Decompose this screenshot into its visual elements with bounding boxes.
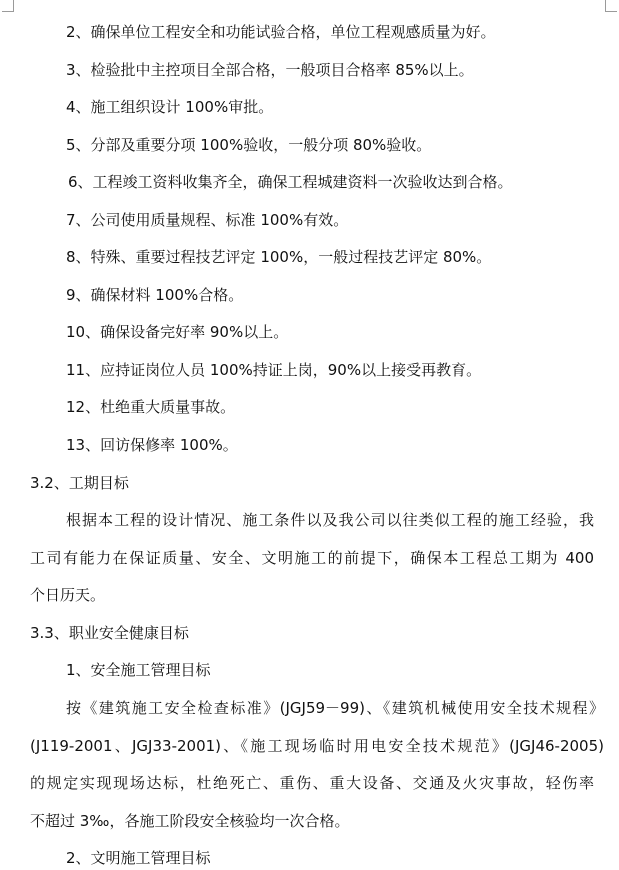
list-item: 9、确保材料 100%合格。 bbox=[66, 286, 244, 304]
list-item: 5、分部及重要分项 100%验收，一般分项 80%验收。 bbox=[66, 136, 432, 154]
margin-corner-mark-top-left bbox=[2, 0, 14, 12]
paragraph-line: 根据本工程的设计情况、施工条件以及我公司以往类似工程的施工经验，我 bbox=[66, 511, 594, 529]
list-item: 4、施工组织设计 100%审批。 bbox=[66, 98, 274, 116]
margin-corner-mark-top-right bbox=[605, 0, 617, 12]
section-heading-safety: 3.3、职业安全健康目标 bbox=[30, 624, 189, 642]
list-item: 2、确保单位工程安全和功能试验合格，单位工程观感质量为好。 bbox=[66, 23, 496, 41]
paragraph-line: 不超过 3‰，各施工阶段安全核验均一次合格。 bbox=[30, 812, 350, 830]
list-item: 10、确保设备完好率 90%以上。 bbox=[66, 323, 289, 341]
list-item: 13、回访保修率 100%。 bbox=[66, 436, 238, 454]
list-item: 8、特殊、重要过程技艺评定 100%，一般过程技艺评定 80%。 bbox=[66, 248, 492, 266]
paragraph-line: 按《建筑施工安全检查标准》(JGJ59－99)、《建筑机械使用安全技术规程》 bbox=[66, 699, 604, 717]
list-item: 6、工程竣工资料收集齐全，确保工程城建资料一次验收达到合格。 bbox=[68, 173, 513, 191]
list-item: 3、检验批中主控项目全部合格，一般项目合格率 85%以上。 bbox=[66, 61, 474, 79]
paragraph-line: 个日历天。 bbox=[30, 586, 106, 604]
list-item: 12、杜绝重大质量事故。 bbox=[66, 398, 236, 416]
subheading-civilized-construction: 2、文明施工管理目标 bbox=[66, 849, 211, 867]
list-item: 11、应持证岗位人员 100%持证上岗，90%以上接受再教育。 bbox=[66, 361, 482, 379]
subheading-safety-management: 1、安全施工管理目标 bbox=[66, 661, 211, 679]
section-heading-schedule: 3.2、工期目标 bbox=[30, 474, 129, 492]
paragraph-line: 工司有能力在保证质量、安全、文明施工的前提下，确保本工程总工期为 400 bbox=[30, 549, 594, 567]
list-item: 7、公司使用质量规程、标准 100%有效。 bbox=[66, 211, 349, 229]
paragraph-line: (J119-2001、JGJ33-2001)、《施工现场临时用电安全技术规范》(JGJ46-2005) bbox=[30, 737, 604, 755]
paragraph-line: 的规定实现现场达标，杜绝死亡、重伤、重大设备、交通及火灾事故，轻伤率 bbox=[30, 774, 594, 792]
